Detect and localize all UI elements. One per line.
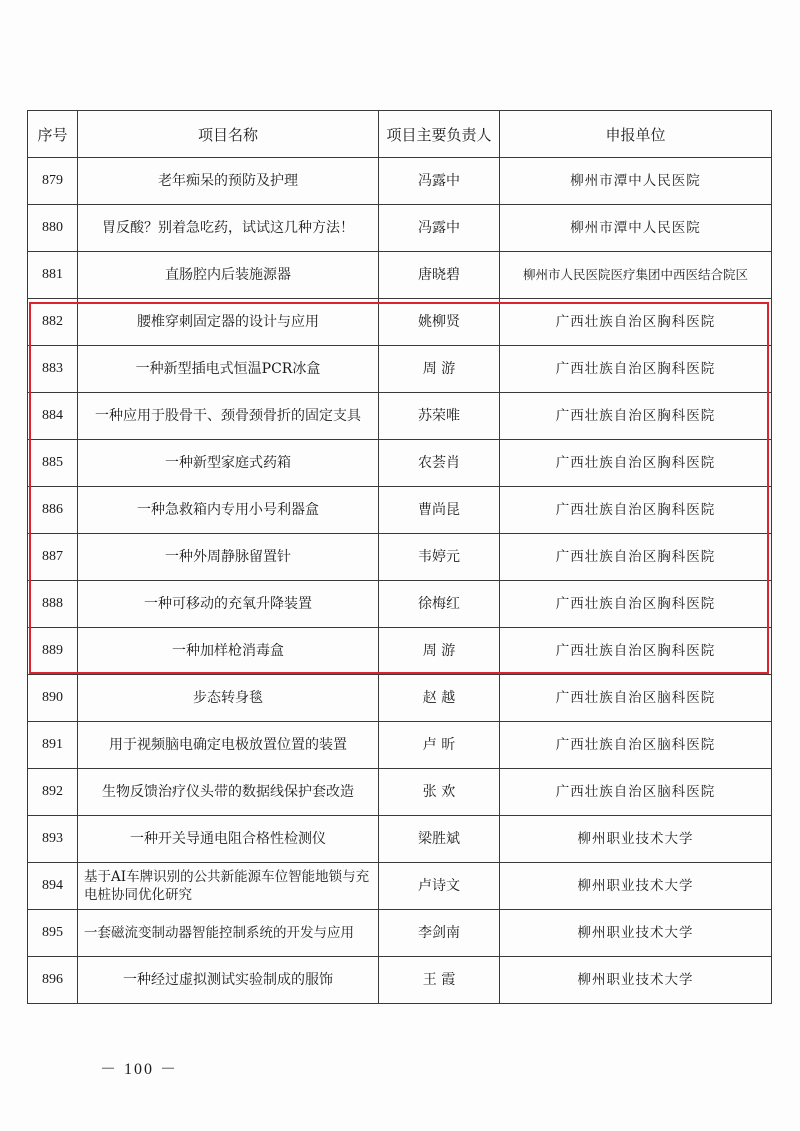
header-unit: 申报单位 xyxy=(500,111,772,158)
cell-index: 882 xyxy=(28,299,78,346)
cell-index: 884 xyxy=(28,393,78,440)
cell-project-name: 一种外周静脉留置针 xyxy=(78,534,379,581)
cell-unit: 广西壮族自治区脑科医院 xyxy=(500,769,772,816)
table-row xyxy=(28,816,772,863)
cell-project-name: 一种经过虚拟测试实验制成的服饰 xyxy=(78,957,379,1004)
cell-unit: 柳州职业技术大学 xyxy=(500,957,772,1004)
cell-unit: 柳州市潭中人民医院 xyxy=(500,158,772,205)
cell-unit: 柳州职业技术大学 xyxy=(500,863,772,910)
cell-principal: 卢诗文 xyxy=(379,863,500,910)
table-row xyxy=(28,722,772,769)
cell-principal: 冯露中 xyxy=(379,158,500,205)
header-project-name: 项目名称 xyxy=(78,111,379,158)
cell-index: 891 xyxy=(28,722,78,769)
cell-principal: 周 游 xyxy=(379,346,500,393)
cell-project-name: 基于AI车牌识别的公共新能源车位智能地锁与充电桩协同优化研究 xyxy=(78,863,379,910)
cell-unit: 广西壮族自治区胸科医院 xyxy=(500,534,772,581)
cell-principal: 李剑南 xyxy=(379,910,500,957)
cell-project-name: 胃反酸？别着急吃药，试试这几种方法！ xyxy=(78,205,379,252)
cell-project-name: 一种新型插电式恒温PCR冰盒 xyxy=(78,346,379,393)
cell-index: 886 xyxy=(28,487,78,534)
cell-unit: 广西壮族自治区胸科医院 xyxy=(500,487,772,534)
cell-principal: 苏荣唯 xyxy=(379,393,500,440)
highlight-box xyxy=(29,302,769,674)
cell-index: 885 xyxy=(28,440,78,487)
cell-unit: 柳州市人民医院医疗集团中西医结合院区 xyxy=(500,252,772,299)
table-row xyxy=(28,910,772,957)
cell-principal: 农荟肖 xyxy=(379,440,500,487)
table-row xyxy=(28,205,772,252)
cell-project-name: 一种急救箱内专用小号利器盒 xyxy=(78,487,379,534)
cell-principal: 曹尚昆 xyxy=(379,487,500,534)
table-row xyxy=(28,675,772,722)
table-row xyxy=(28,158,772,205)
cell-index: 892 xyxy=(28,769,78,816)
cell-project-name: 腰椎穿刺固定器的设计与应用 xyxy=(78,299,379,346)
cell-project-name: 一种加样枪消毒盒 xyxy=(78,628,379,675)
cell-unit: 广西壮族自治区胸科医院 xyxy=(500,628,772,675)
cell-unit: 广西壮族自治区胸科医院 xyxy=(500,393,772,440)
cell-index: 894 xyxy=(28,863,78,910)
table-row xyxy=(28,957,772,1004)
cell-project-name: 生物反馈治疗仪头带的数据线保护套改造 xyxy=(78,769,379,816)
cell-index: 895 xyxy=(28,910,78,957)
cell-principal: 梁胜斌 xyxy=(379,816,500,863)
cell-project-name: 步态转身毯 xyxy=(78,675,379,722)
cell-principal: 周 游 xyxy=(379,628,500,675)
cell-index: 890 xyxy=(28,675,78,722)
cell-principal: 冯露中 xyxy=(379,205,500,252)
cell-index: 893 xyxy=(28,816,78,863)
cell-index: 888 xyxy=(28,581,78,628)
cell-index: 879 xyxy=(28,158,78,205)
cell-index: 880 xyxy=(28,205,78,252)
cell-project-name: 一种开关导通电阻合格性检测仪 xyxy=(78,816,379,863)
header-index: 序号 xyxy=(28,111,78,158)
cell-principal: 张 欢 xyxy=(379,769,500,816)
cell-project-name: 用于视频脑电确定电极放置位置的装置 xyxy=(78,722,379,769)
header-principal: 项目主要负责人 xyxy=(379,111,500,158)
cell-principal: 韦婷元 xyxy=(379,534,500,581)
cell-project-name: 一种可移动的充氧升降装置 xyxy=(78,581,379,628)
cell-project-name: 一套磁流变制动器智能控制系统的开发与应用 xyxy=(78,910,379,957)
table-row xyxy=(28,252,772,299)
cell-index: 883 xyxy=(28,346,78,393)
cell-unit: 广西壮族自治区胸科医院 xyxy=(500,299,772,346)
table-row xyxy=(28,863,772,910)
cell-index: 896 xyxy=(28,957,78,1004)
table-header-row xyxy=(28,111,772,158)
cell-principal: 赵 越 xyxy=(379,675,500,722)
cell-unit: 广西壮族自治区胸科医院 xyxy=(500,581,772,628)
cell-unit: 广西壮族自治区脑科医院 xyxy=(500,722,772,769)
cell-unit: 广西壮族自治区胸科医院 xyxy=(500,440,772,487)
page-number: － 100 － xyxy=(100,1061,179,1078)
cell-project-name: 一种新型家庭式药箱 xyxy=(78,440,379,487)
cell-unit: 广西壮族自治区脑科医院 xyxy=(500,675,772,722)
cell-index: 881 xyxy=(28,252,78,299)
cell-principal: 徐梅红 xyxy=(379,581,500,628)
cell-unit: 柳州市潭中人民医院 xyxy=(500,205,772,252)
cell-unit: 柳州职业技术大学 xyxy=(500,816,772,863)
cell-project-name: 一种应用于股骨干、颈骨颈骨折的固定支具 xyxy=(78,393,379,440)
cell-project-name: 直肠腔内后装施源器 xyxy=(78,252,379,299)
cell-unit: 广西壮族自治区胸科医院 xyxy=(500,346,772,393)
cell-unit: 柳州职业技术大学 xyxy=(500,910,772,957)
cell-principal: 卢 昕 xyxy=(379,722,500,769)
table-row xyxy=(28,769,772,816)
cell-project-name: 老年痴呆的预防及护理 xyxy=(78,158,379,205)
cell-principal: 王 霞 xyxy=(379,957,500,1004)
cell-principal: 姚柳贤 xyxy=(379,299,500,346)
cell-index: 889 xyxy=(28,628,78,675)
cell-principal: 唐晓碧 xyxy=(379,252,500,299)
cell-index: 887 xyxy=(28,534,78,581)
